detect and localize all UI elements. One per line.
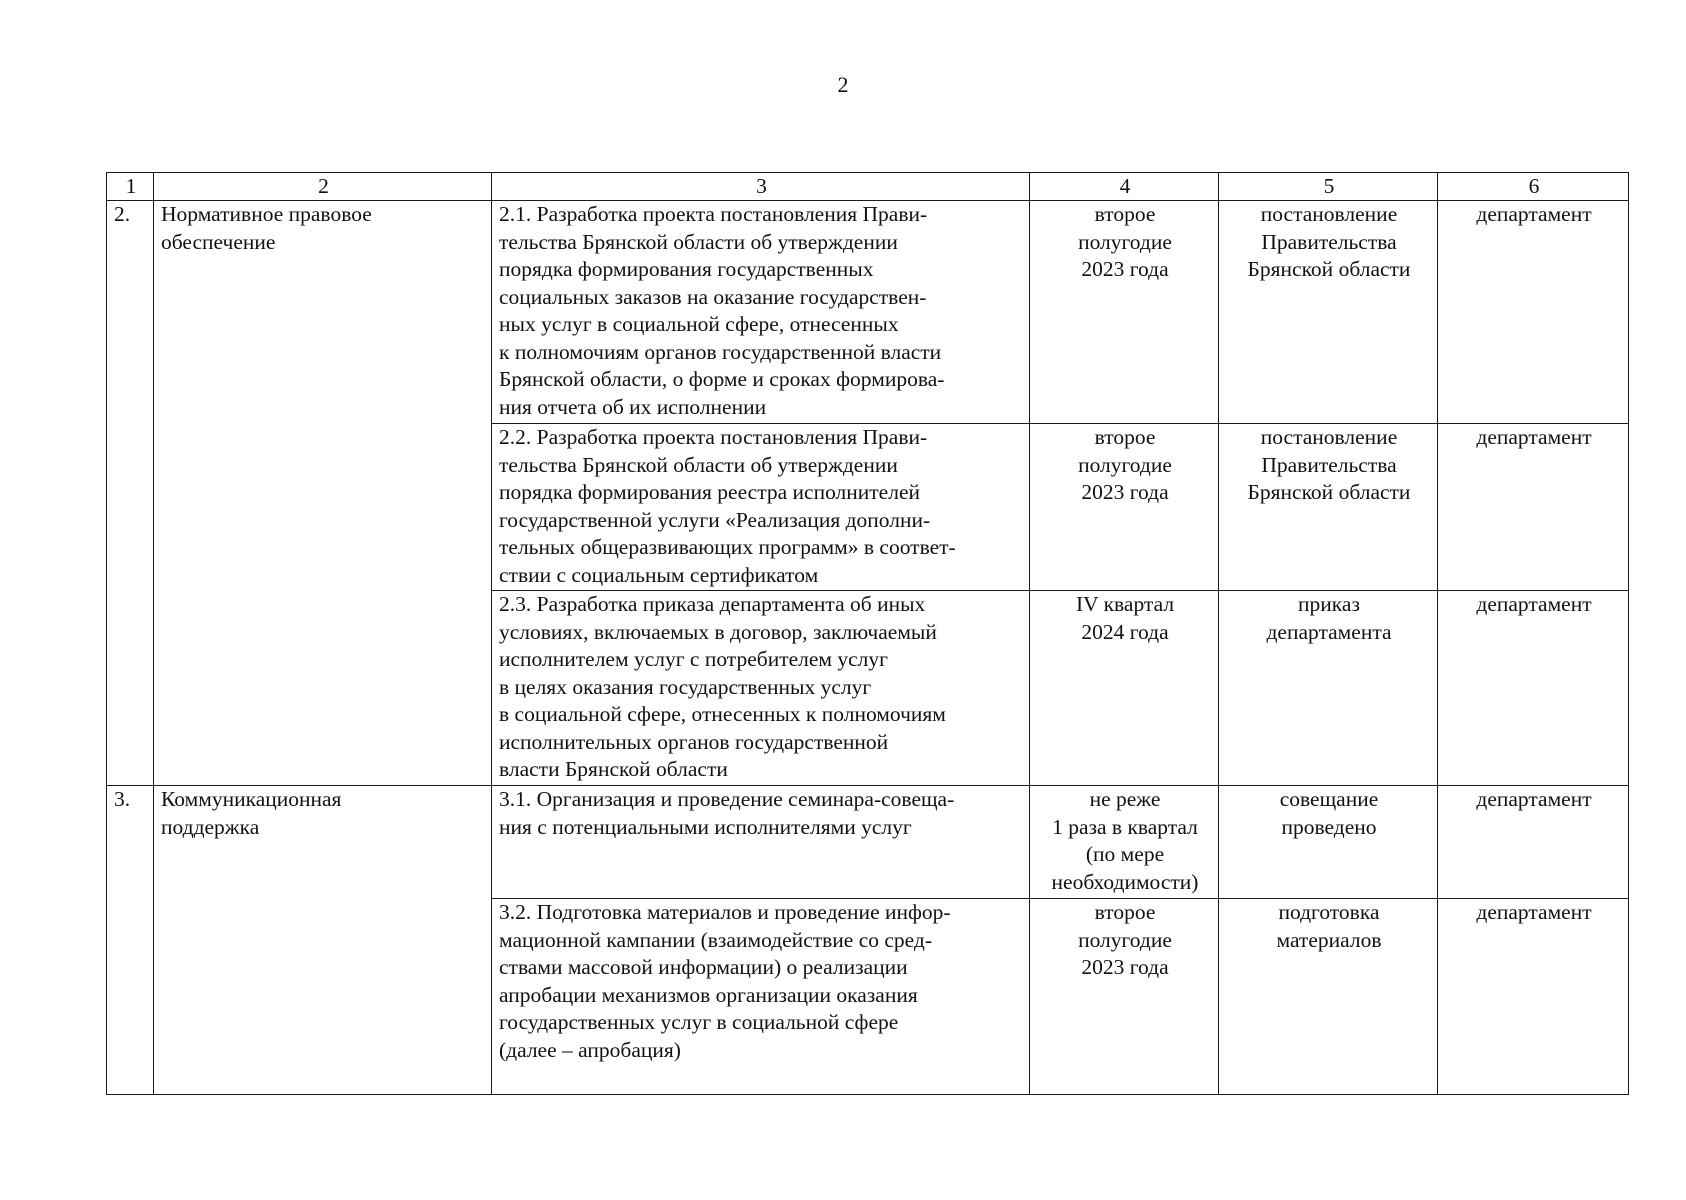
column-header-4: 4: [1030, 173, 1219, 201]
task-text: 2.1. Разработка проекта постановления Прави- тельства Брянской области об утверждении порядка формирования государственных социальных заказов на оказание государствен- ных услуг в социальной сфере, отнесенных к полномочиям органов государственной власти Брянской области, о форме и сроках формирова- ния отчета об их исполнении: [492, 201, 1030, 424]
section-title: Нормативное правовое обеспечение: [154, 201, 492, 786]
section-number: 3.: [107, 786, 154, 1095]
task-responsible: департамент: [1438, 424, 1629, 591]
column-header-5: 5: [1219, 173, 1438, 201]
task-result: совещание проведено: [1219, 786, 1438, 899]
task-responsible: департамент: [1438, 786, 1629, 899]
task-text: 3.1. Организация и проведение семинара-совеща- ния с потенциальными исполнителями услуг: [492, 786, 1030, 899]
task-term: не реже 1 раза в квартал (по мере необходимости): [1030, 786, 1219, 899]
task-responsible: департамент: [1438, 591, 1629, 786]
section-number: 2.: [107, 201, 154, 786]
task-text: 2.2. Разработка проекта постановления Прави- тельства Брянской области об утверждении порядка формирования реестра исполнителей государственной услуги «Реализация дополни- тельных общеразвивающих программ» в соответ- ствии с социальным сертификатом: [492, 424, 1030, 591]
task-result: приказ департамента: [1219, 591, 1438, 786]
task-result: подготовка материалов: [1219, 899, 1438, 1095]
table-row: [107, 201, 1629, 424]
section-title: Коммуникационная поддержка: [154, 786, 492, 1095]
table-row: [107, 786, 1629, 899]
task-term: второе полугодие 2023 года: [1030, 899, 1219, 1095]
plan-table: [106, 172, 1629, 1095]
task-text: 3.2. Подготовка материалов и проведение инфор- мационной кампании (взаимодействие со сред- ствами массовой информации) о реализации апробации механизмов организации оказания государственных услуг в социальной сфере (далее – апробация): [492, 899, 1030, 1095]
task-text: 2.3. Разработка приказа департамента об иных условиях, включаемых в договор, заключаемый исполнителем услуг с потребителем услуг в целях оказания государственных услуг в социальной сфере, отнесенных к полномочиям исполнительных органов государственной власти Брянской области: [492, 591, 1030, 786]
task-result: постановление Правительства Брянской области: [1219, 424, 1438, 591]
column-header-6: 6: [1438, 173, 1629, 201]
column-header-2: 2: [154, 173, 492, 201]
header-row: [107, 173, 1629, 201]
task-responsible: департамент: [1438, 201, 1629, 424]
column-header-1: 1: [107, 173, 154, 201]
column-header-3: 3: [492, 173, 1030, 201]
task-term: второе полугодие 2023 года: [1030, 424, 1219, 591]
task-term: второе полугодие 2023 года: [1030, 201, 1219, 424]
task-result: постановление Правительства Брянской области: [1219, 201, 1438, 424]
task-term: IV квартал 2024 года: [1030, 591, 1219, 786]
page-number: 2: [837, 72, 849, 97]
task-responsible: департамент: [1438, 899, 1629, 1095]
